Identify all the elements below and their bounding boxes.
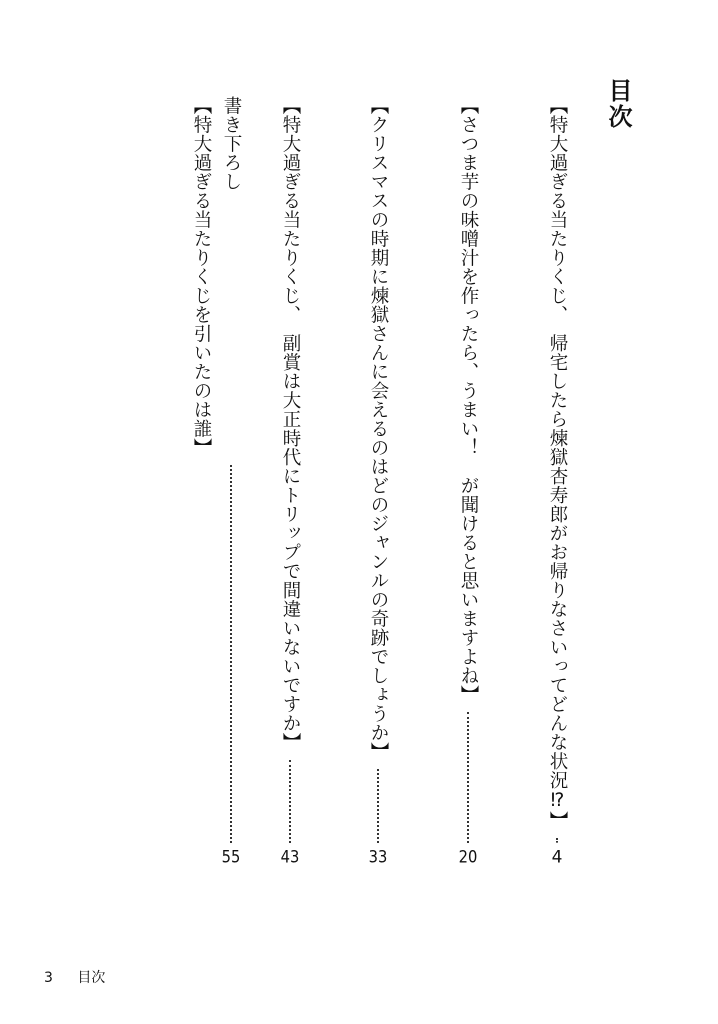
toc-entry-prefix: 書き下ろし (221, 96, 242, 191)
toc-entry-page-number: 33 (368, 849, 388, 866)
dot-leader (289, 760, 291, 843)
page-folio: 3 (44, 970, 53, 986)
toc-entry[interactable] (275, 96, 305, 866)
dot-leader (556, 838, 558, 843)
running-section-title: 目次 (77, 970, 106, 986)
toc-entry-title: 【特大過ぎる当たりくじを引いたのは誰】 (191, 96, 212, 457)
toc-entry-title: 【さつま芋の味噌汁を作ったら、うまい！ が聞けると思いますよね】 (458, 96, 479, 704)
dot-leader (200, 465, 232, 843)
toc-entry-title: 【クリスマスの時期に煉獄さんに会えるのはどのジャンルの奇跡でしょうか】 (368, 96, 389, 761)
dot-leader (467, 712, 469, 843)
toc-entry[interactable] (186, 96, 246, 866)
dot-leader (377, 769, 379, 843)
page-footer (44, 967, 105, 987)
toc-entry[interactable] (363, 96, 393, 866)
toc-entry[interactable] (542, 96, 572, 866)
toc-entry-page-number: 4 (551, 849, 563, 866)
page-title: 目次 (604, 78, 632, 130)
toc-entry-title: 【特大過ぎる当たりくじ、 副賞は大正時代にトリップで間違いないですか】 (280, 96, 301, 752)
toc-entry-page-number: 43 (280, 849, 300, 866)
toc-entry-page-number: 55 (221, 849, 241, 866)
toc-entry-page-number: 20 (458, 849, 478, 866)
toc-entry[interactable] (453, 96, 483, 866)
toc-entry-title-group (186, 96, 246, 457)
toc-entry-title: 【特大過ぎる当たりくじ、 帰宅したら煉獄杏寿郎がお帰りなさいってどんな状況⁉】 (547, 96, 568, 831)
